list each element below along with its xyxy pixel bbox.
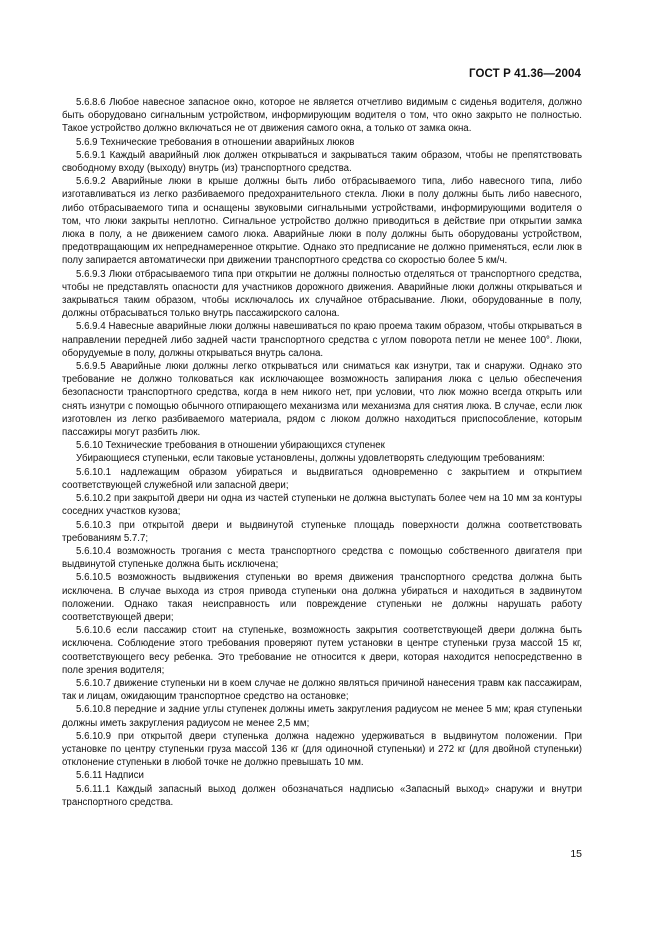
paragraph-5-6-10-8: 5.6.10.8 передние и задние углы ступенек должны иметь закругления радиусом не менее 5 мм; края ступеньки должны иметь закругления радиусом не менее 2,5 мм; — [62, 704, 582, 729]
paragraph-5-6-10-4: 5.6.10.4 возможность трогания с места транспортного средства с помощью собственного двигателя при выдвинутой ступеньке должна быть исключена; — [62, 545, 582, 571]
paragraph-5-6-9-2: 5.6.9.2 Аварийные люки в крыше должны быть либо отбрасываемого типа, либо навесного типа, либо изготавливаться из легко разбиваемого предохранительного стекла. Люки в полу должны быть либо навесного, либо отбрасываемого типа и оснащены звуковыми сигнальными устройствами, информирующими водителя о том, что люки закрыты неплотно. Сигнальное устройство должно приводиться в действие при открытии замка люка в полу, а не движением самого люка. Аварийные люки в полу должны быть оборудованы устройством, предотвращающим их непреднамеренное открытие. Однако это предписание не должно применяться, если люк в полу запирается автоматически при движении транспортного средства со скоростью более 5 км/ч. — [62, 176, 582, 267]
paragraph-5-6-10-5: 5.6.10.5 возможность выдвижения ступеньки во время движения транспортного средства должна быть исключена. В случае выхода из строя привода ступеньки она должна убираться и находиться в задвинутом положении. Однако такая неисправность или повреждение ступеньки не должны нарушать работу соответствующей двери; — [62, 572, 582, 623]
paragraph-retractable-steps-intro: Убирающиеся ступеньки, если таковые установлены, должны удовлетворять следующим требованиям: — [76, 453, 545, 465]
heading-5-6-10: 5.6.10 Технические требования в отношении убирающихся ступенек — [76, 440, 385, 452]
paragraph-5-6-9-3: 5.6.9.3 Люки отбрасываемого типа при открытии не должны полностью отделяться от транспортного средства, чтобы не представлять опасности для участников дорожного движения. Аварийные люки должны открываться и закрываться таким образом, чтобы исключалось их случайное отбрасывание. Люки, оборудованные в полу, должны отбрасываться только внутрь пассажирского салона. — [62, 268, 582, 320]
paragraph-5-6-9-1: 5.6.9.1 Каждый аварийный люк должен открываться и закрываться таким образом, чтобы не препятствовать свободному входу (выходу) внутрь (из) транспортного средства. — [62, 149, 582, 175]
paragraph-5-6-9-4: 5.6.9.4 Навесные аварийные люки должны навешиваться по краю проема таким образом, чтобы открываться в направлении передней либо задней части транспортного средства с углом поворота петли не менее 100°. Люки, оборудуемые в полу, должны открываться внутрь салона. — [62, 321, 582, 359]
paragraph-5-6-10-6: 5.6.10.6 если пассажир стоит на ступеньке, возможность закрытия соответствующей двери должна быть исключена. Соблюдение этого требования проверяют путем установки в центре ступеньки груза массой 15 кг, соответствующего весу ребенка. Это требование не относится к двери, которая находится непосредственно в поле зрения водителя; — [62, 625, 582, 676]
paragraph-5-6-10-7: 5.6.10.7 движение ступеньки ни в коем случае не должно являться причиной нанесения травм как пассажирам, так и лицам, ожидающим транспортное средство на остановке; — [62, 677, 582, 703]
page-number: 15 — [570, 848, 582, 860]
paragraph-5-6-10-1: 5.6.10.1 надлежащим образом убираться и выдвигаться одновременно с закрытием и открытием соответствующей служебной или запасной двери; — [62, 466, 582, 491]
heading-5-6-9: 5.6.9 Технические требования в отношении аварийных люков — [76, 136, 355, 148]
paragraph-5-6-10-3: 5.6.10.3 при открытой двери и выдвинутой ступеньке площадь поверхности должна соответствовать требованиям 5.7.7; — [62, 519, 582, 544]
paragraph-5-6-10-9: 5.6.10.9 при открытой двери ступенька должна надежно удерживаться в выдвинутом положении. При установке по центру ступеньки груза массой 136 кг (для одиночной ступеньки) и 272 кг (для двойной ступеньки) отклонение ступеньки в любой точке не должно превышать 10 мм. — [62, 730, 582, 769]
paragraph-5-6-11-1: 5.6.11.1 Каждый запасный выход должен обозначаться надписью «Запасный выход» снаружи и внутри транспортного средства. — [62, 783, 582, 808]
standard-header: ГОСТ Р 41.36—2004 — [469, 68, 581, 80]
paragraph-5-6-9-5: 5.6.9.5 Аварийные люки должны легко открываться или сниматься как изнутри, так и снаружи. Однако это требование не должно толковаться как исключающее возможность запирания люка с целью обеспечения безопасности транспортного средства, когда в нем никого нет, при условии, что люк можно всегда открыть или снять изнутри с помощью обычного отпирающего механизма или механизма для снятия люка. В случае, если люк изготовлен из легко разбиваемого материала, рядом с люком должно находиться приспособление, которым пассажиры могут разбить люк. — [62, 361, 582, 439]
body-text — [62, 96, 582, 809]
paragraph-5-6-10-2: 5.6.10.2 при закрытой двери ни одна из частей ступеньки не должна выступать более чем на 10 мм за контуры соседних участков кузова; — [62, 493, 582, 518]
heading-5-6-11: 5.6.11 Надписи — [76, 770, 144, 782]
paragraph-5-6-8-6: 5.6.8.6 Любое навесное запасное окно, которое не является отчетливо видимым с сиденья водителя, должно быть оборудовано сигнальным устройством, информирующим водителя о том, что окно закрыто не полностью. Такое устройство должно включаться не от движения самого окна, а только от замка окна. — [62, 97, 582, 135]
